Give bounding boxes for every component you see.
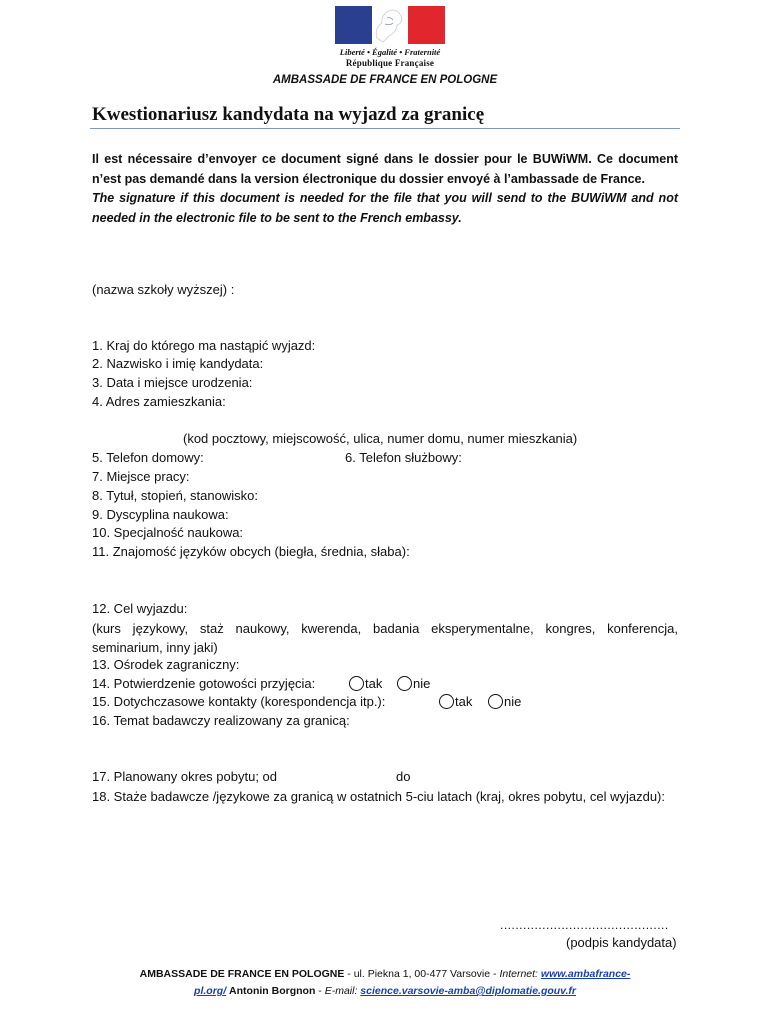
radio-contacts-yes[interactable] bbox=[439, 694, 454, 709]
field-specialty: 10. Specjalność naukowa: bbox=[92, 525, 244, 540]
footer-website-link[interactable]: www.ambafrance- bbox=[540, 968, 631, 980]
field-discipline: 9. Dyscyplina naukowa: bbox=[92, 507, 229, 522]
field-contacts: 15. Dotychczasowe kontakty (korespondencja itp.): bbox=[92, 694, 386, 709]
field-stay-period-to: do bbox=[396, 769, 411, 784]
signature-notice bbox=[92, 150, 678, 228]
footer-contact: Antonin Borgnon bbox=[229, 985, 316, 997]
embassy-heading: AMBASSADE DE FRANCE EN POLOGNE bbox=[272, 74, 498, 86]
signature-line: ............................................ bbox=[500, 918, 669, 932]
purpose-hint: (kurs językowy, staż naukowy, kwerenda, badania eksperymentalne, kongres, konferencja, seminarium, inny jaki) bbox=[92, 621, 678, 655]
field-previous-stays: 18. Staże badawcze /językowe za granicą w ostatnich 5-ciu latach (kraj, okres pobytu, cel wyjazdu): bbox=[92, 789, 665, 804]
footer-separator: - bbox=[347, 968, 354, 980]
republic-motto: Liberté • Égalité • Fraternité bbox=[339, 47, 441, 57]
radio-label-no: nie bbox=[412, 676, 431, 691]
republic-name: République Française bbox=[345, 58, 435, 68]
republic-logo bbox=[335, 6, 445, 68]
footer-internet-label: Internet: bbox=[499, 968, 538, 980]
field-address: 4. Adres zamieszkania: bbox=[92, 394, 226, 409]
field-work-phone: 6. Telefon służbowy: bbox=[345, 450, 462, 465]
contacts-options bbox=[439, 693, 521, 711]
field-stay-period: 17. Planowany okres pobytu; od bbox=[92, 769, 278, 784]
field-name: 2. Nazwisko i imię kandydata: bbox=[92, 356, 264, 371]
field-home-phone: 5. Telefon domowy: bbox=[92, 450, 204, 465]
radio-acceptance-no[interactable] bbox=[397, 676, 412, 691]
field-country: 1. Kraj do którego ma nastąpić wyjazd: bbox=[92, 338, 316, 353]
field-workplace: 7. Miejsce pracy: bbox=[92, 469, 190, 484]
footer-embassy: AMBASSADE DE FRANCE EN POLOGNE bbox=[139, 968, 345, 980]
notice-french: Il est nécessaire d’envoyer ce document signé dans le dossier pour le BUWiWM. Ce document n’est pas demandé dans la version électronique du dossier envoyé à l’ambassade de France. bbox=[92, 152, 678, 186]
acceptance-options bbox=[349, 675, 430, 693]
footer-line-2: pl.org/ Antonin Borgnon - E-mail: science.varsovie-amba@diplomatie.gouv.fr bbox=[194, 985, 576, 997]
field-purpose: 12. Cel wyjazdu: bbox=[92, 601, 188, 616]
title-divider bbox=[90, 128, 680, 129]
marianne-flag-icon bbox=[335, 6, 445, 44]
field-acceptance: 14. Potwierdzenie gotowości przyjęcia: bbox=[92, 676, 316, 691]
field-title: 8. Tytuł, stopień, stanowisko: bbox=[92, 488, 258, 503]
field-research-topic: 16. Temat badawczy realizowany za granicą: bbox=[92, 713, 350, 728]
footer-website-link-end[interactable]: pl.org/ bbox=[194, 985, 227, 997]
radio-contacts-no[interactable] bbox=[488, 694, 503, 709]
footer-email-label: E-mail: bbox=[324, 985, 358, 997]
field-languages: 11. Znajomość języków obcych (biegła, średnia, słaba): bbox=[92, 544, 410, 559]
signature-label: (podpis kandydata) bbox=[566, 935, 677, 950]
school-name-field: (nazwa szkoły wyższej) : bbox=[92, 282, 235, 297]
radio-label-yes: tak bbox=[365, 676, 383, 691]
radio-label-yes: tak bbox=[455, 694, 473, 709]
address-hint: (kod pocztowy, miejscowość, ulica, numer domu, numer mieszkania) bbox=[183, 431, 578, 446]
footer-line-1: AMBASSADE DE FRANCE EN POLOGNE - ul. Piekna 1, 00-477 Varsovie - Internet: www.ambafrance- bbox=[139, 968, 631, 980]
footer-email-link[interactable]: science.varsovie-amba@diplomatie.gouv.fr bbox=[360, 985, 576, 997]
footer bbox=[0, 966, 770, 1000]
radio-label-no: nie bbox=[503, 694, 522, 709]
document-title: Kwestionariusz kandydata na wyjazd za granicę bbox=[92, 104, 485, 125]
footer-address: ul. Piekna 1, 00-477 Varsovie bbox=[353, 968, 491, 980]
field-host-institution: 13. Ośrodek zagraniczny: bbox=[92, 657, 240, 672]
notice-english: The signature if this document is needed for the file that you will send to the BUWiWM and not needed in the electronic file to be sent to the French embassy. bbox=[92, 191, 678, 225]
radio-acceptance-yes[interactable] bbox=[349, 676, 364, 691]
field-birth: 3. Data i miejsce urodzenia: bbox=[92, 375, 253, 390]
